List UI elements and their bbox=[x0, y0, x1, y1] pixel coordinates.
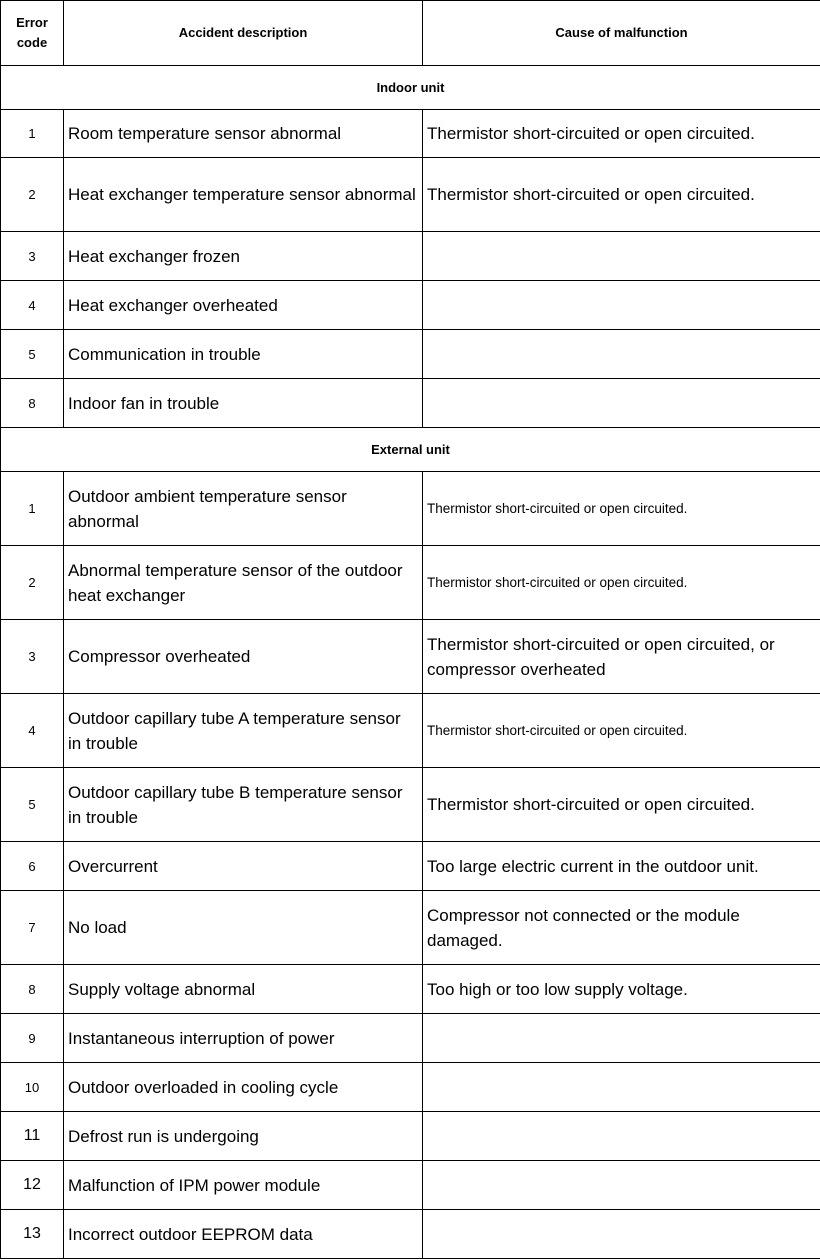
cause-cell: Compressor not connected or the module damaged. bbox=[423, 891, 820, 965]
table-row bbox=[1, 891, 820, 965]
cause-cell bbox=[423, 281, 820, 330]
description-cell: Heat exchanger temperature sensor abnormal bbox=[64, 158, 423, 232]
table-row bbox=[1, 965, 820, 1014]
error-code-cell: 6 bbox=[1, 842, 64, 891]
cause-cell bbox=[423, 330, 820, 379]
table-row bbox=[1, 842, 820, 891]
error-code-cell: 8 bbox=[1, 379, 64, 428]
table-row bbox=[1, 472, 820, 546]
description-cell: Room temperature sensor abnormal bbox=[64, 110, 423, 158]
cause-cell bbox=[423, 379, 820, 428]
description-cell: Instantaneous interruption of power bbox=[64, 1014, 423, 1063]
error-code-cell: 9 bbox=[1, 1014, 64, 1063]
cause-cell: Thermistor short-circuited or open circuited, or compressor overheated bbox=[423, 620, 820, 694]
cause-cell bbox=[423, 1014, 820, 1063]
error-code-cell: 11 bbox=[1, 1112, 64, 1161]
table-row bbox=[1, 330, 820, 379]
error-code-cell: 3 bbox=[1, 232, 64, 281]
description-cell: Indoor fan in trouble bbox=[64, 379, 423, 428]
description-cell: Outdoor capillary tube A temperature sensor in trouble bbox=[64, 694, 423, 768]
error-code-cell: 2 bbox=[1, 158, 64, 232]
error-code-cell: 12 bbox=[1, 1161, 64, 1210]
table-row bbox=[1, 379, 820, 428]
table-row bbox=[1, 158, 820, 232]
cause-cell: Thermistor short-circuited or open circuited. bbox=[423, 158, 820, 232]
description-cell: Outdoor capillary tube B temperature sensor in trouble bbox=[64, 768, 423, 842]
section-row-indoor bbox=[1, 66, 820, 110]
error-code-cell: 1 bbox=[1, 472, 64, 546]
cause-cell: Too large electric current in the outdoor unit. bbox=[423, 842, 820, 891]
description-cell: Communication in trouble bbox=[64, 330, 423, 379]
cause-cell: Thermistor short-circuited or open circuited. bbox=[423, 768, 820, 842]
table-row bbox=[1, 1014, 820, 1063]
cause-cell: Thermistor short-circuited or open circuited. bbox=[423, 694, 820, 768]
error-code-cell: 5 bbox=[1, 330, 64, 379]
description-cell: Malfunction of IPM power module bbox=[64, 1161, 423, 1210]
section-title: Indoor unit bbox=[1, 66, 820, 110]
error-code-cell: 3 bbox=[1, 620, 64, 694]
table-row bbox=[1, 546, 820, 620]
description-cell: Defrost run is undergoing bbox=[64, 1112, 423, 1161]
header-cause: Cause of malfunction bbox=[423, 1, 820, 66]
cause-cell bbox=[423, 1210, 820, 1259]
error-code-cell: 4 bbox=[1, 694, 64, 768]
error-code-cell: 4 bbox=[1, 281, 64, 330]
description-cell: Heat exchanger overheated bbox=[64, 281, 423, 330]
section-title: External unit bbox=[1, 428, 820, 472]
cause-cell: Thermistor short-circuited or open circuited. bbox=[423, 110, 820, 158]
description-cell: Compressor overheated bbox=[64, 620, 423, 694]
error-code-cell: 5 bbox=[1, 768, 64, 842]
description-cell: Overcurrent bbox=[64, 842, 423, 891]
description-cell: Supply voltage abnormal bbox=[64, 965, 423, 1014]
error-code-cell: 7 bbox=[1, 891, 64, 965]
table-row bbox=[1, 1112, 820, 1161]
cause-cell: Too high or too low supply voltage. bbox=[423, 965, 820, 1014]
cause-cell: Thermistor short-circuited or open circuited. bbox=[423, 472, 820, 546]
description-cell: Outdoor overloaded in cooling cycle bbox=[64, 1063, 423, 1112]
section-row-external bbox=[1, 428, 820, 472]
header-code: Error code bbox=[1, 1, 64, 66]
error-code-cell: 1 bbox=[1, 110, 64, 158]
table-row bbox=[1, 1063, 820, 1112]
description-cell: Outdoor ambient temperature sensor abnormal bbox=[64, 472, 423, 546]
error-code-cell: 8 bbox=[1, 965, 64, 1014]
table-row bbox=[1, 1210, 820, 1259]
cause-cell bbox=[423, 1063, 820, 1112]
description-cell: Abnormal temperature sensor of the outdoor heat exchanger bbox=[64, 546, 423, 620]
table-row bbox=[1, 281, 820, 330]
table-row bbox=[1, 232, 820, 281]
header-description: Accident description bbox=[64, 1, 423, 66]
description-cell: No load bbox=[64, 891, 423, 965]
cause-cell bbox=[423, 1112, 820, 1161]
table-row bbox=[1, 110, 820, 158]
error-code-cell: 10 bbox=[1, 1063, 64, 1112]
error-code-cell: 2 bbox=[1, 546, 64, 620]
error-code-cell: 13 bbox=[1, 1210, 64, 1259]
description-cell: Heat exchanger frozen bbox=[64, 232, 423, 281]
table-row bbox=[1, 1161, 820, 1210]
header-row bbox=[1, 1, 820, 66]
table-row bbox=[1, 620, 820, 694]
cause-cell bbox=[423, 232, 820, 281]
description-cell: Incorrect outdoor EEPROM data bbox=[64, 1210, 423, 1259]
table-row bbox=[1, 694, 820, 768]
table-row bbox=[1, 768, 820, 842]
cause-cell bbox=[423, 1161, 820, 1210]
cause-cell: Thermistor short-circuited or open circuited. bbox=[423, 546, 820, 620]
